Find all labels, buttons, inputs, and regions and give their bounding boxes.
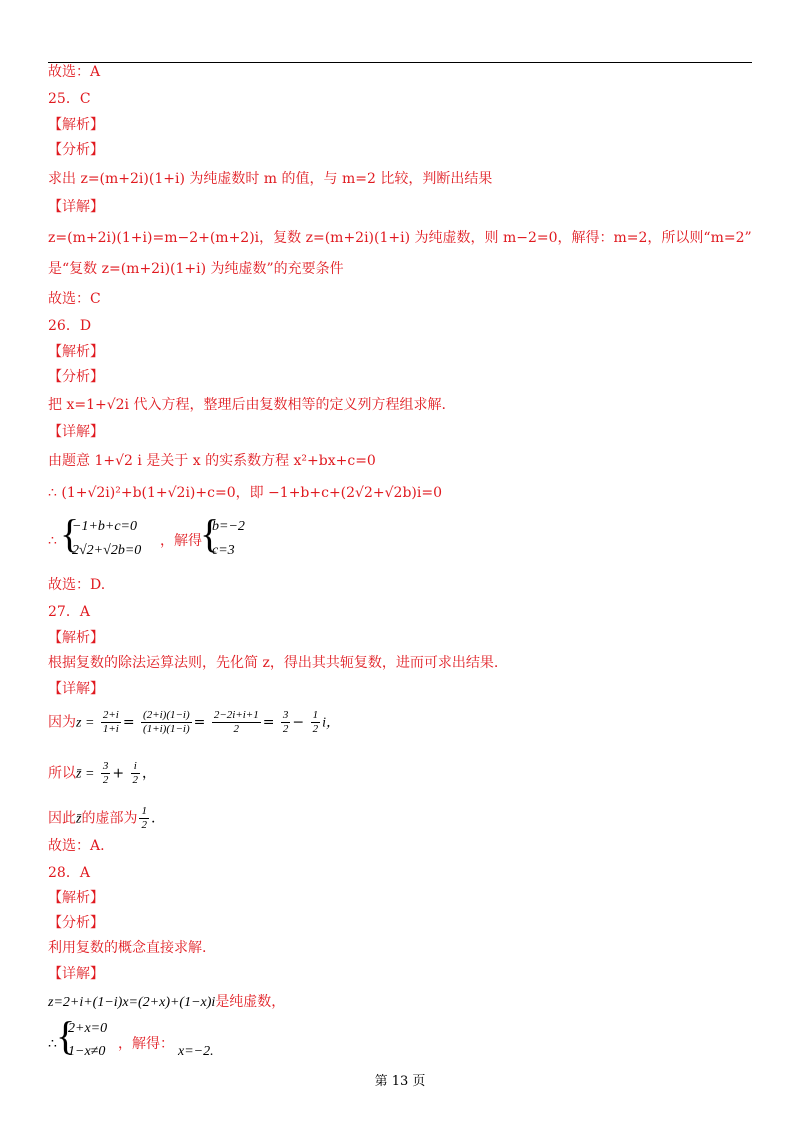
left-brace: { xyxy=(56,1013,76,1058)
equation: 2+x=0 xyxy=(68,1021,108,1036)
page-number: 第 13 页 xyxy=(374,1074,426,1089)
header-rule xyxy=(48,62,752,63)
analysis-text: 根据复数的除法运算法则，先化简 z，得出其共轭复数，进而可求出结果. xyxy=(48,655,499,671)
solution: x=−2. xyxy=(178,1044,214,1059)
section-label: 【详解】 xyxy=(48,966,104,982)
imag-part-line: 因此z̄的虚部为 $\frac{1}{2}$ . xyxy=(48,805,156,831)
section-label: 【解析】 xyxy=(48,890,104,906)
section-label: 【分析】 xyxy=(48,142,104,158)
fraction: $\frac{1}{2}$ xyxy=(141,805,147,831)
fraction: $\frac{(2+i)(1-i)}{(1+i)(1-i)}$ xyxy=(143,709,190,735)
therefore-symbol: ∴ xyxy=(48,1036,57,1052)
section-label: 【详解】 xyxy=(48,199,104,215)
because-label: 因为 xyxy=(48,714,76,731)
equation: 2√2+√2b=0 xyxy=(72,543,142,558)
solution: c=3 xyxy=(212,543,235,558)
detail-text: ∴ (1+√2i)²+b(1+√2i)+c=0，即 −1+b+c+(2√2+√2b)i=0 xyxy=(48,485,442,501)
question-number: 25．C xyxy=(48,91,91,107)
question-number: 26．D xyxy=(48,318,92,334)
so-label: 所以 xyxy=(48,765,76,782)
section-label: 【分析】 xyxy=(48,915,104,931)
answer-line: 故选：C xyxy=(48,291,101,307)
detail-text: 是“复数 z=(m+2i)(1+i) 为纯虚数”的充要条件 xyxy=(48,261,344,277)
question-number: 28．A xyxy=(48,865,90,881)
section-label: 【详解】 xyxy=(48,424,104,440)
equation: 1−x≠0 xyxy=(68,1044,106,1059)
fraction-line: 因为z = $\frac{2+i}{1+i}$ = $\frac{(2+i)(1-i)}{(1+i)(1-i)}$ = $\frac{2-2i+i+1}{2}$ = $\frac{3}{2}$ − $\frac{1}{2}$ i， xyxy=(48,709,340,735)
section-label: 【详解】 xyxy=(48,681,104,697)
detail-text: z=2+i+(1−i)x=(2+x)+(1−x)i是纯虚数， xyxy=(48,994,286,1010)
section-label: 【解析】 xyxy=(48,344,104,360)
solution: b=−2 xyxy=(212,519,245,534)
fraction: $\frac{1}{2}$ xyxy=(312,709,319,735)
conjugate-line: 所以z̄ = $\frac{3}{2}$ + $\frac{i}{2}$ ， xyxy=(48,760,157,786)
answer-line: 故选：D. xyxy=(48,577,106,593)
left-brace: { xyxy=(60,511,80,556)
equation: −1+b+c=0 xyxy=(72,519,138,534)
therefore-symbol: ∴ xyxy=(48,533,57,549)
analysis-text: 把 x=1+√2i 代入方程，整理后由复数相等的定义列方程组求解. xyxy=(48,397,446,413)
z-symbol: z = xyxy=(76,715,95,731)
detail-text: 由题意 1+√2 i 是关于 x 的实系数方程 x²+bx+c=0 xyxy=(48,453,376,469)
answer-line: 故选：A xyxy=(48,64,101,80)
analysis-text: 利用复数的概念直接求解. xyxy=(48,940,207,956)
left-brace: { xyxy=(200,511,220,556)
fraction: $\frac{2-2i+i+1}{2}$ xyxy=(213,709,259,735)
section-label: 【分析】 xyxy=(48,369,104,385)
solve-label: ，解得： xyxy=(118,1036,174,1052)
section-label: 【解析】 xyxy=(48,630,104,646)
fraction: $\frac{3}{2}$ xyxy=(102,760,109,786)
section-label: 【解析】 xyxy=(48,117,104,133)
fraction: $\frac{i}{2}$ xyxy=(132,760,139,786)
detail-text: z=(m+2i)(1+i)=m−2+(m+2)i，复数 z=(m+2i)(1+i) 为纯虚数，则 m−2=0，解得：m=2，所以则“m=2” xyxy=(48,230,752,246)
answer-line: 故选：A. xyxy=(48,838,105,854)
solve-label: ，解得 xyxy=(160,533,202,549)
question-number: 27．A xyxy=(48,604,90,620)
z-bar-symbol: z̄ = xyxy=(76,766,95,782)
analysis-text: 求出 z=(m+2i)(1+i) 为纯虚数时 m 的值，与 m=2 比较，判断出结果 xyxy=(48,171,493,187)
fraction: $\frac{2+i}{1+i}$ xyxy=(102,709,119,735)
fraction: $\frac{3}{2}$ xyxy=(282,709,289,735)
